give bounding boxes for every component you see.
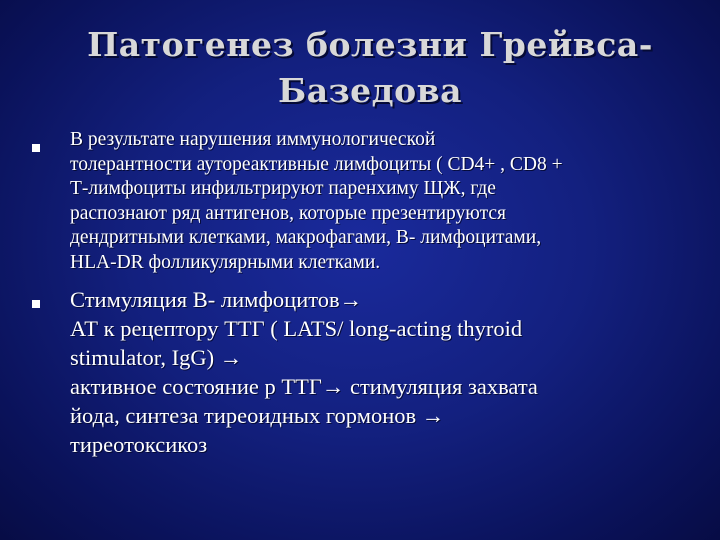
text-line: Стимуляция В- лимфоцитов→ [70, 287, 363, 312]
slide-title-line: Патогенез болезни Грейвса- [87, 25, 653, 64]
slide-title-line: Базедова [278, 71, 462, 110]
text-line: В результате нарушения иммунологической [70, 129, 436, 150]
bullet-text [70, 128, 692, 275]
bullet-item-stimulation [32, 285, 692, 459]
text-line: stimulator, IgG) → [70, 345, 243, 370]
square-bullet-icon [32, 300, 40, 308]
text-line: Т-лимфоциты инфильтрируют паренхиму ЩЖ, где [70, 178, 496, 199]
text-line: йода, синтеза тиреоидных гормонов → [70, 403, 445, 428]
text-line: HLA-DR фолликулярными клетками. [70, 251, 381, 273]
text-line: толерантности аутореактивные лимфоциты ( CD4+ , CD8 + [70, 153, 563, 175]
text-line: тиреотоксикоз [70, 432, 208, 457]
bullet-item-pathogenesis [32, 128, 692, 275]
slide-title [60, 22, 680, 114]
bullet-text [70, 285, 692, 459]
text-line: активное состояние р ТТГ→ стимуляция захвата [70, 374, 538, 399]
bullet-list [32, 128, 692, 459]
text-line: дендритными клетками, макрофагами, В- лимфоцитами, [70, 227, 542, 248]
square-bullet-icon [32, 144, 40, 152]
text-line: АТ к рецептору ТТГ ( LATS/ long-acting thyroid [70, 316, 523, 341]
text-line: распознают ряд антигенов, которые презентируются [70, 202, 506, 224]
